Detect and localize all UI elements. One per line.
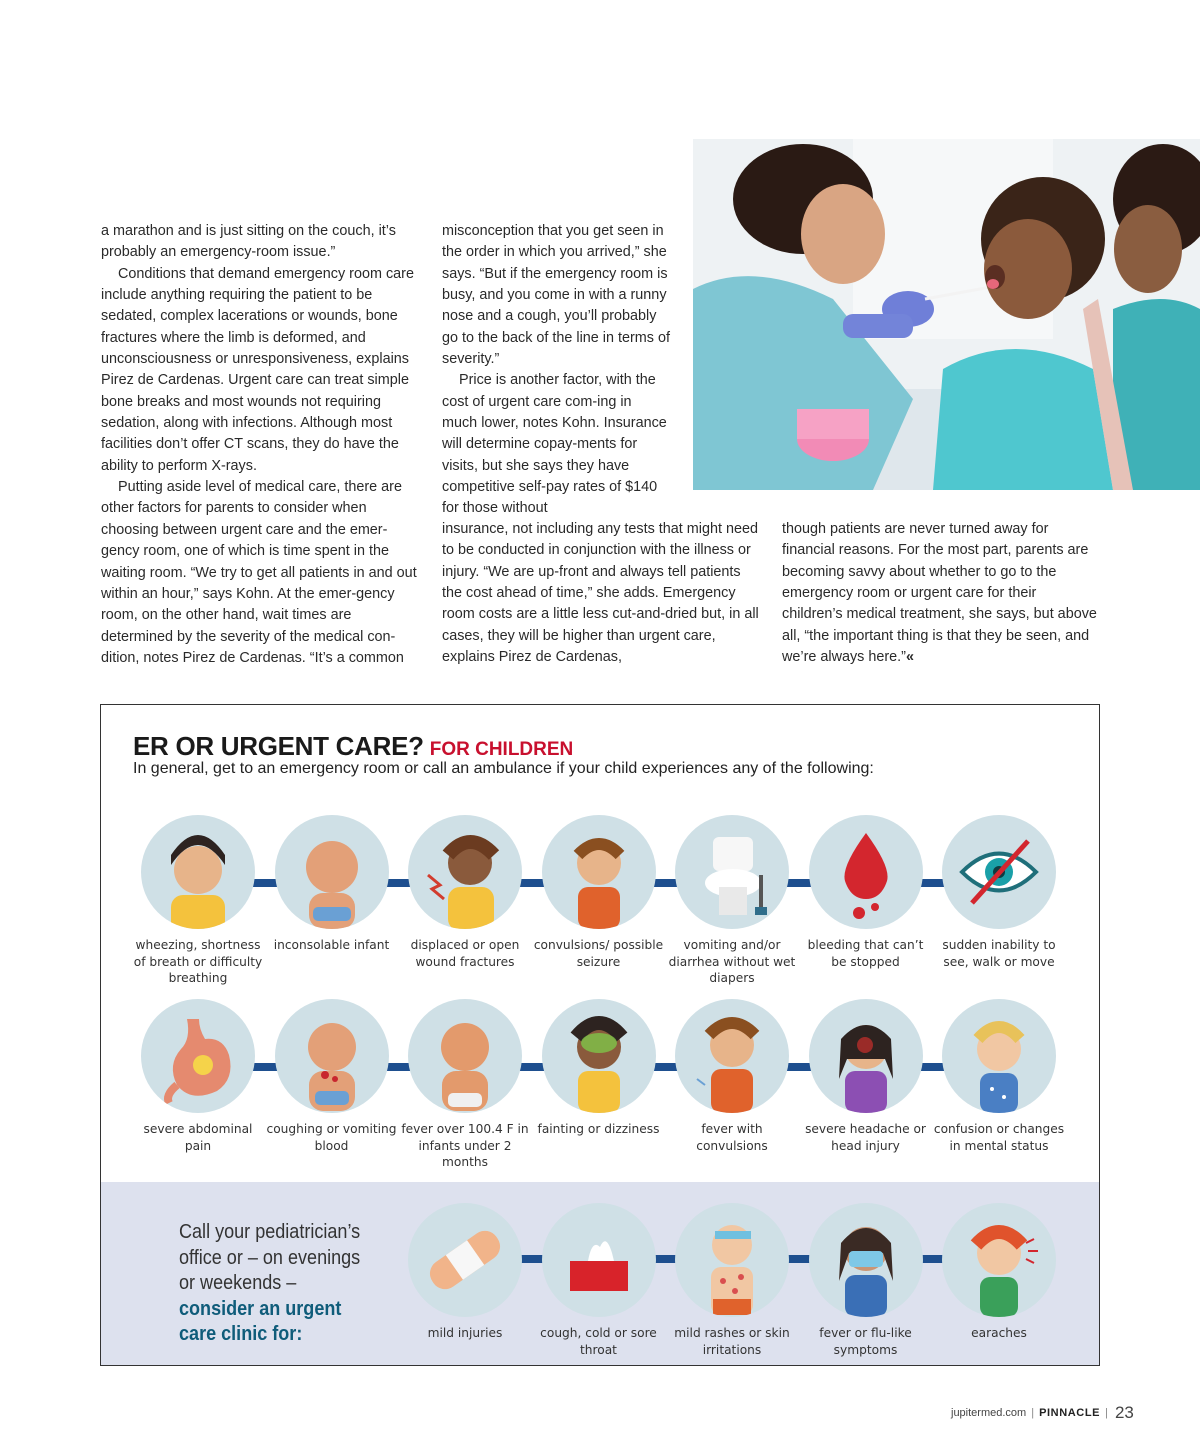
symptom-label: mild injuries <box>427 1326 503 1340</box>
symptom-label: wheezing, shortness of breath or difficulty breathing <box>133 938 263 985</box>
page-footer <box>951 1401 1134 1421</box>
symptom-label: cough, cold or sore throat <box>540 1326 657 1357</box>
tissue-box-icon <box>542 1203 656 1317</box>
article-paragraph: Putting aside level of medical care, there are other factors for parents to consider when choosing between urgent care and the emer-gency room, one of which is time spent in the waiting room. “We try to get all patients in and out within an hour,” says Kohn. At the emer-gency room, on the other hand, wait times are determined by the severity of the medical con-dition, notes Pirez de Cardenas. “It’s a common <box>101 479 417 666</box>
bandage-icon <box>408 1203 522 1317</box>
footer-separator: | <box>1031 1407 1035 1419</box>
article-closing-text: though patients are never turned away for financial reasons. For the most part, parents are becoming savvy about whether to go to the emergency room or urgent care for their children’s medical treatment, she says, but above all, “the important thing is that they be seen, and we’re always here.” <box>782 521 1097 666</box>
urgent-care-row <box>101 1203 1099 1363</box>
symptom-label: fainting or dizziness <box>537 1122 660 1136</box>
photo-illustration <box>693 139 1200 490</box>
article-column-1 <box>101 221 423 669</box>
feverish-infant-icon <box>408 999 522 1113</box>
coughing-infant-icon <box>275 999 389 1113</box>
infobox-intro: In general, get to an emergency room or call an ambulance if your child experiences any of the following: <box>133 760 874 777</box>
symptom-item <box>532 815 666 970</box>
symptom-item <box>932 1203 1066 1342</box>
headache-child-icon <box>809 999 923 1113</box>
symptom-item <box>265 999 399 1154</box>
article-column-2-bottom <box>442 519 762 668</box>
symptom-item <box>932 999 1066 1154</box>
blood-drop-icon <box>809 815 923 929</box>
infobox-subtitle: FOR CHILDREN <box>429 739 574 760</box>
symptom-item <box>665 815 799 987</box>
symptom-label: sudden inability to see, walk or move <box>942 938 1056 969</box>
wheezing-child-icon <box>141 815 255 929</box>
crying-infant-icon <box>275 815 389 929</box>
symptom-label: convulsions/ possible seizure <box>533 938 664 969</box>
dizzy-child-icon <box>542 999 656 1113</box>
footer-publication: PINNACLE <box>1039 1407 1101 1419</box>
symptom-item <box>398 1203 532 1342</box>
rash-child-icon <box>675 1203 789 1317</box>
symptom-item <box>131 815 265 987</box>
footer-site: jupitermed.com <box>951 1407 1027 1419</box>
fracture-child-icon <box>408 815 522 929</box>
symptom-label: fever or flu-like symptoms <box>819 1326 912 1357</box>
er-urgent-care-infobox <box>100 704 1100 1366</box>
er-symptom-row-2 <box>101 999 1099 1169</box>
article-paragraph: a marathon and is just sitting on the couch, it’s probably an emergency-room issue.” <box>101 223 396 261</box>
urgent-care-intro-plain: Call your pediatrician’s office or – on evenings or weekends – <box>179 1220 361 1294</box>
symptom-label: severe headache or head injury <box>805 1122 926 1153</box>
toilet-icon <box>675 815 789 929</box>
earache-child-icon <box>942 1203 1056 1317</box>
urgent-care-intro-highlight: consider an urgent care clinic for: <box>179 1296 342 1345</box>
symptom-item <box>265 815 399 954</box>
symptom-item <box>532 999 666 1138</box>
infobox-title <box>133 731 573 762</box>
symptom-item <box>799 999 933 1154</box>
symptom-label: earaches <box>971 1326 1027 1340</box>
article-paragraph: insurance, not including any tests that might need to be conducted in conjunction with the illness or injury. “We are up-front and always tell patients the cost ahead of time,” she adds. Emergency room costs are a little less cut-and-dried but, in all cases, they will be higher than urgent care, explains Pirez de Cardenas, <box>442 521 759 666</box>
article-column-3 <box>782 519 1098 668</box>
crossed-eye-icon <box>942 815 1056 929</box>
symptom-item <box>398 999 532 1171</box>
symptom-label: coughing or vomiting blood <box>266 1122 397 1153</box>
footer-separator: | <box>1105 1407 1108 1419</box>
symptom-item <box>799 815 933 970</box>
symptom-label: fever over 100.4 F in infants under 2 months <box>401 1122 529 1169</box>
article-paragraph: misconception that you get seen in the order in which you arrived,” she says. “But if the emergency room is busy, and you come in with a runny nose and a cough, you’ll probably go to the back of the line in terms of severity.” <box>442 223 670 368</box>
article-column-2-top <box>442 221 670 520</box>
article-paragraph: Conditions that demand emergency room care include anything requiring the patient to be sedated, complex lacerations or wounds, bone fractures where the limb is deformed, and unconsciousness or unresponsiveness, explains Pirez de Cardenas. Urgent care can treat simple bone breaks and most wounds not requiring sedation, along with infections. Although most facilities don’t offer CT scans, they do have the ability to perform X-rays. <box>101 265 414 474</box>
symptom-item <box>532 1203 666 1358</box>
article-paragraph <box>782 519 1098 668</box>
page-number: 23 <box>1114 1403 1134 1422</box>
symptom-label: confusion or changes in mental status <box>933 1122 1065 1153</box>
end-mark: « <box>905 649 914 666</box>
symptom-label: inconsolable infant <box>273 938 390 952</box>
masked-child-icon <box>809 1203 923 1317</box>
seizure-child-icon <box>542 815 656 929</box>
article-paragraph: Price is another factor, with the cost of urgent care com-ing in much lower, notes Kohn. Insurance will determine copay-ments for visits, but she says they have competitive self-pay rates of $140 for those without <box>442 372 667 517</box>
symptom-item <box>932 815 1066 970</box>
symptom-item <box>665 999 799 1154</box>
symptom-item <box>665 1203 799 1358</box>
symptom-label: mild rashes or skin irritations <box>674 1326 790 1357</box>
photo-nurse-throat-swab <box>693 139 1200 490</box>
shivering-child-icon <box>675 999 789 1113</box>
er-symptom-row-1 <box>101 815 1099 985</box>
symptom-label: displaced or open wound fractures <box>410 938 520 969</box>
symptom-item <box>799 1203 933 1358</box>
symptom-label: severe abdominal pain <box>143 1122 253 1153</box>
urgent-care-band <box>101 1182 1099 1365</box>
symptom-item <box>398 815 532 970</box>
symptom-label: vomiting and/or diarrhea without wet diapers <box>668 938 796 985</box>
symptom-item <box>131 999 265 1154</box>
stomach-icon <box>141 999 255 1113</box>
symptom-label: bleeding that can’t be stopped <box>807 938 924 969</box>
confused-child-icon <box>942 999 1056 1113</box>
symptom-label: fever with convulsions <box>696 1122 768 1153</box>
infobox-title-main: ER OR URGENT CARE? <box>133 731 424 761</box>
